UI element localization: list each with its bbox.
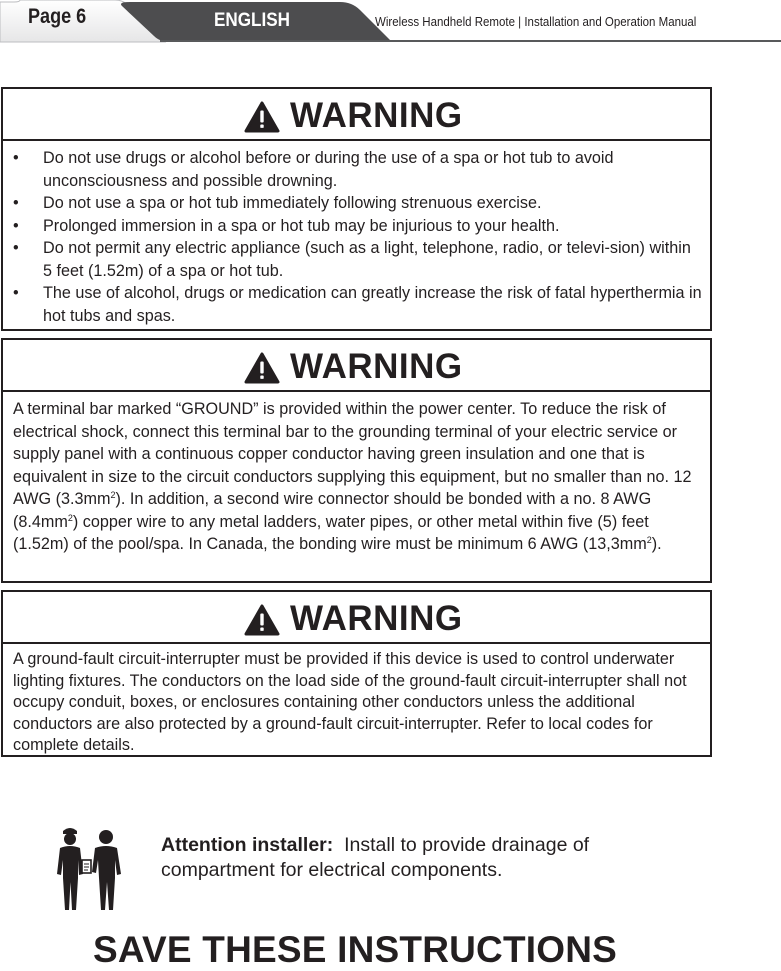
warning-box-2 bbox=[1, 338, 712, 583]
attention-label: Attention installer: bbox=[161, 834, 334, 856]
installers-icon bbox=[55, 826, 127, 914]
save-instructions-heading: SAVE THESE INSTRUCTIONS bbox=[93, 929, 618, 970]
warning-triangle-icon bbox=[244, 604, 280, 636]
paragraph-text: ). In addition, a second wire connector should be bonded with a no. 8 AWG (8.4mm bbox=[13, 490, 652, 531]
superscript: 2 bbox=[110, 490, 116, 500]
warning-title: WARNING bbox=[290, 96, 463, 135]
attention-text: Install to provide drainage of compartment for electrical components. bbox=[161, 834, 590, 881]
list-item: • Do not use drugs or alcohol before or during the use of a spa or hot tub to avoid unconsciousness and possible drowning. bbox=[13, 149, 614, 190]
paragraph-text: ). bbox=[651, 535, 662, 553]
warning-title: WARNING bbox=[290, 599, 463, 638]
warning-header bbox=[3, 89, 710, 141]
bullet-text: The use of alcohol, drugs or medication can greatly increase the risk of fatal hyperthermia in hot tubs and spas. bbox=[43, 284, 702, 325]
paragraph-text: A terminal bar marked “GROUND” is provided within the power center. To reduce the risk of electrical shock, connect this terminal bar to the grounding terminal of your electric service or supply panel with a continuous copper conductor having green insulation and one that is equivalent in size to the circuit conductors supplying this equipment, but no smaller than no. 12 AWG (3.3mm bbox=[13, 400, 692, 508]
grounding-paragraph bbox=[3, 392, 710, 562]
list-item: • Do not permit any electric appliance (such as a light, telephone, radio, or televi-sion) within 5 feet (1.52m) of a spa or hot tub. bbox=[13, 239, 691, 280]
superscript: 2 bbox=[646, 535, 652, 545]
warning-title: WARNING bbox=[290, 347, 463, 386]
list-item: • Do not use a spa or hot tub immediately following strenuous exercise. bbox=[13, 194, 542, 212]
bullet-text: Do not use drugs or alcohol before or during the use of a spa or hot tub to avoid unconsciousness and possible drowning. bbox=[43, 149, 614, 190]
language-tab: ENGLISH bbox=[214, 10, 291, 31]
bullet-text: Prolonged immersion in a spa or hot tub may be injurious to your health. bbox=[43, 216, 560, 235]
warning-header bbox=[3, 340, 710, 392]
list-item: • Prolonged immersion in a spa or hot tub may be injurious to your health. bbox=[13, 216, 560, 235]
warning-triangle-icon bbox=[244, 101, 280, 133]
list-item: • The use of alcohol, drugs or medication can greatly increase the risk of fatal hyperthermia in hot tubs and spas. bbox=[13, 284, 702, 325]
attention-installer-note bbox=[161, 833, 661, 883]
warning-body bbox=[3, 141, 710, 333]
page-number: Page 6 bbox=[28, 5, 87, 28]
paragraph-text: ) copper wire to any metal ladders, water pipes, or other metal within five (5) feet (1.52m) of the pool/spa. In Canada, the bonding wire must be minimum 6 AWG (13,3mm bbox=[13, 512, 649, 553]
warning-triangle-icon bbox=[244, 352, 280, 384]
gfci-paragraph: A ground-fault circuit-interrupter must be provided if this device is used to control underwater lighting fixtures. The conductors on the load side of the ground-fault circuit-interrupter shall not occupy conduit, boxes, or enclosures containing other conductors unless the additional conductors are also protected by a ground-fault circuit-interrupter. Refer to local codes for complete details. bbox=[13, 650, 687, 754]
bullet-text: Do not use a spa or hot tub immediately following strenuous exercise. bbox=[43, 194, 542, 212]
warning-box-1 bbox=[1, 87, 712, 331]
warning-bullet-list bbox=[3, 141, 710, 333]
page-header bbox=[0, 0, 781, 44]
bullet-text: Do not permit any electric appliance (such as a light, telephone, radio, or televi-sion) within 5 feet (1.52m) of a spa or hot tub. bbox=[43, 239, 691, 280]
warning-box-3 bbox=[1, 590, 712, 757]
superscript: 2 bbox=[67, 512, 73, 523]
document-title: Wireless Handheld Remote | Installation and Operation Manual bbox=[375, 15, 697, 29]
warning-header bbox=[3, 592, 710, 644]
